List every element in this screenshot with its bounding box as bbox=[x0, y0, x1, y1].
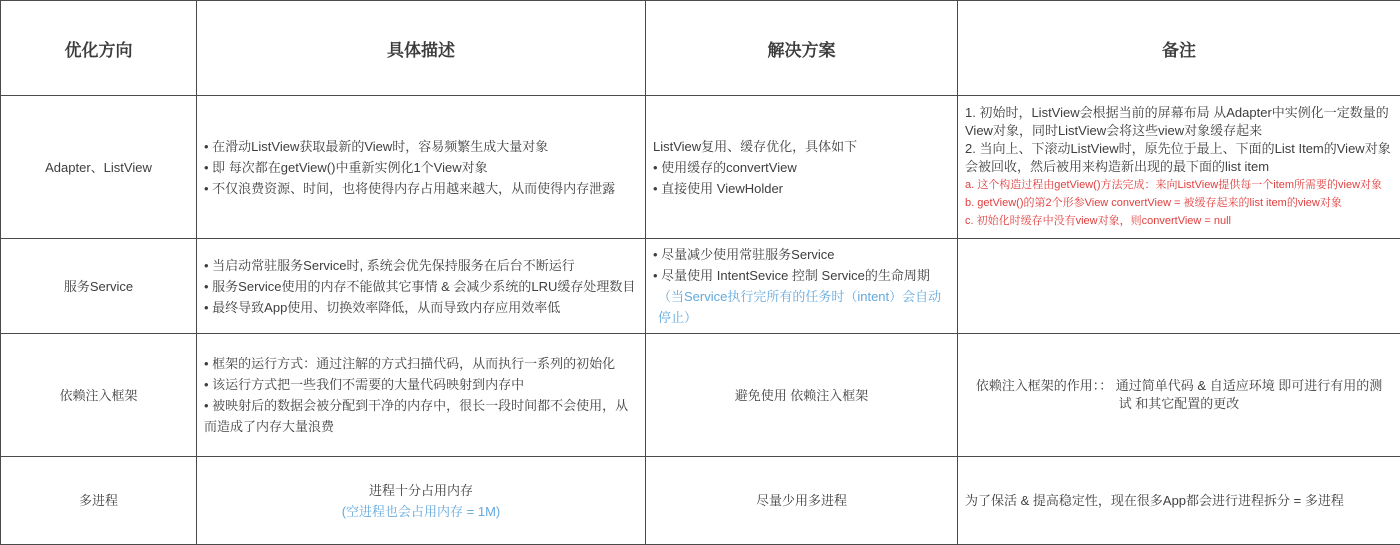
text-line: 服务Service bbox=[8, 276, 189, 297]
header-cell: 备注 bbox=[958, 1, 1400, 96]
text-line: • 最终导致App使用、切换效率降低，从而导致内存应用效率低 bbox=[204, 297, 638, 318]
text-line: 进程十分占用内存 bbox=[204, 480, 638, 501]
cell-description bbox=[197, 96, 646, 239]
text-line: • 框架的运行方式：通过注解的方式扫描代码，从而执行一系列的初始化 bbox=[204, 353, 638, 374]
table-row bbox=[1, 457, 1400, 545]
text-line: • 直接使用 ViewHolder bbox=[653, 178, 950, 199]
cell-direction bbox=[1, 96, 197, 239]
header-cell: 具体描述 bbox=[197, 1, 646, 96]
cell-remark bbox=[958, 239, 1400, 334]
text-line: 2. 当向上、下滚动ListView时，原先位于最上、下面的List Item的View对象会被回收，然后被用来构造新出现的最下面的list item bbox=[965, 140, 1393, 176]
text-line: 避免使用 依赖注入框架 bbox=[653, 385, 950, 406]
text-line: • 不仅浪费资源、时间，也将使得内存占用越来越大，从而使得内存泄露 bbox=[204, 178, 638, 199]
cell-remark bbox=[958, 96, 1400, 239]
cell-solution bbox=[646, 96, 958, 239]
text-line: 多进程 bbox=[8, 490, 189, 511]
cell-solution bbox=[646, 239, 958, 334]
text-line: • 即 每次都在getView()中重新实例化1个View对象 bbox=[204, 157, 638, 178]
text-line: • 尽量减少使用常驻服务Service bbox=[653, 244, 950, 265]
cell-solution bbox=[646, 457, 958, 545]
header-row bbox=[1, 1, 1400, 96]
text-line: 依赖注入框架 bbox=[8, 385, 189, 406]
text-line: b. getView()的第2个形参View convertView = 被缓存起来的list item的view对象 bbox=[965, 194, 1393, 212]
cell-remark bbox=[958, 457, 1400, 545]
text-line: • 被映射后的数据会被分配到干净的内存中，很长一段时间都不会使用，从而造成了内存大量浪费 bbox=[204, 395, 638, 437]
cell-direction bbox=[1, 239, 197, 334]
table-body bbox=[1, 96, 1400, 545]
text-line: c. 初始化时缓存中没有view对象，则convertView = null bbox=[965, 212, 1393, 230]
text-line: • 使用缓存的convertView bbox=[653, 157, 950, 178]
text-line: ListView复用、缓存优化，具体如下 bbox=[653, 136, 950, 157]
header-cell: 优化方向 bbox=[1, 1, 197, 96]
text-line: 为了保活 & 提高稳定性，现在很多App都会进行进程拆分 = 多进程 bbox=[965, 492, 1393, 510]
text-line: 1. 初始时，ListView会根据当前的屏幕布局 从Adapter中实例化一定数量的View对象，同时ListView会将这些view对象缓存起来 bbox=[965, 104, 1393, 140]
text-line: a. 这个构造过程由getView()方法完成：来向ListView提供每一个item所需要的view对象 bbox=[965, 176, 1393, 194]
cell-description bbox=[197, 457, 646, 545]
text-line: • 当启动常驻服务Service时, 系统会优先保持服务在后台不断运行 bbox=[204, 255, 638, 276]
text-line: • 在滑动ListView获取最新的View时，容易频繁生成大量对象 bbox=[204, 136, 638, 157]
table-row bbox=[1, 334, 1400, 457]
cell-direction bbox=[1, 334, 197, 457]
header-cell: 解决方案 bbox=[646, 1, 958, 96]
cell-solution bbox=[646, 334, 958, 457]
text-line: （当Service执行完所有的任务时（intent）会自动停止） bbox=[653, 286, 950, 328]
text-line: 尽量少用多进程 bbox=[653, 490, 950, 511]
cell-description bbox=[197, 334, 646, 457]
text-line: • 该运行方式把一些我们不需要的大量代码映射到内存中 bbox=[204, 374, 638, 395]
table-row bbox=[1, 96, 1400, 239]
text-line: Adapter、ListView bbox=[8, 157, 189, 178]
text-line: 依赖注入框架的作用：： 通过简单代码 & 自适应环境 即可进行有用的测试 和其它配置的更改 bbox=[972, 377, 1386, 413]
text-line: • 尽量使用 IntentSevice 控制 Service的生命周期 bbox=[653, 265, 950, 286]
text-line: (空进程也会占用内存 = 1M) bbox=[204, 501, 638, 522]
table-row bbox=[1, 239, 1400, 334]
cell-description bbox=[197, 239, 646, 334]
text-line: • 服务Service使用的内存不能做其它事情 & 会减少系统的LRU缓存处理数目 bbox=[204, 276, 638, 297]
cell-direction bbox=[1, 457, 197, 545]
cell-remark bbox=[958, 334, 1400, 457]
